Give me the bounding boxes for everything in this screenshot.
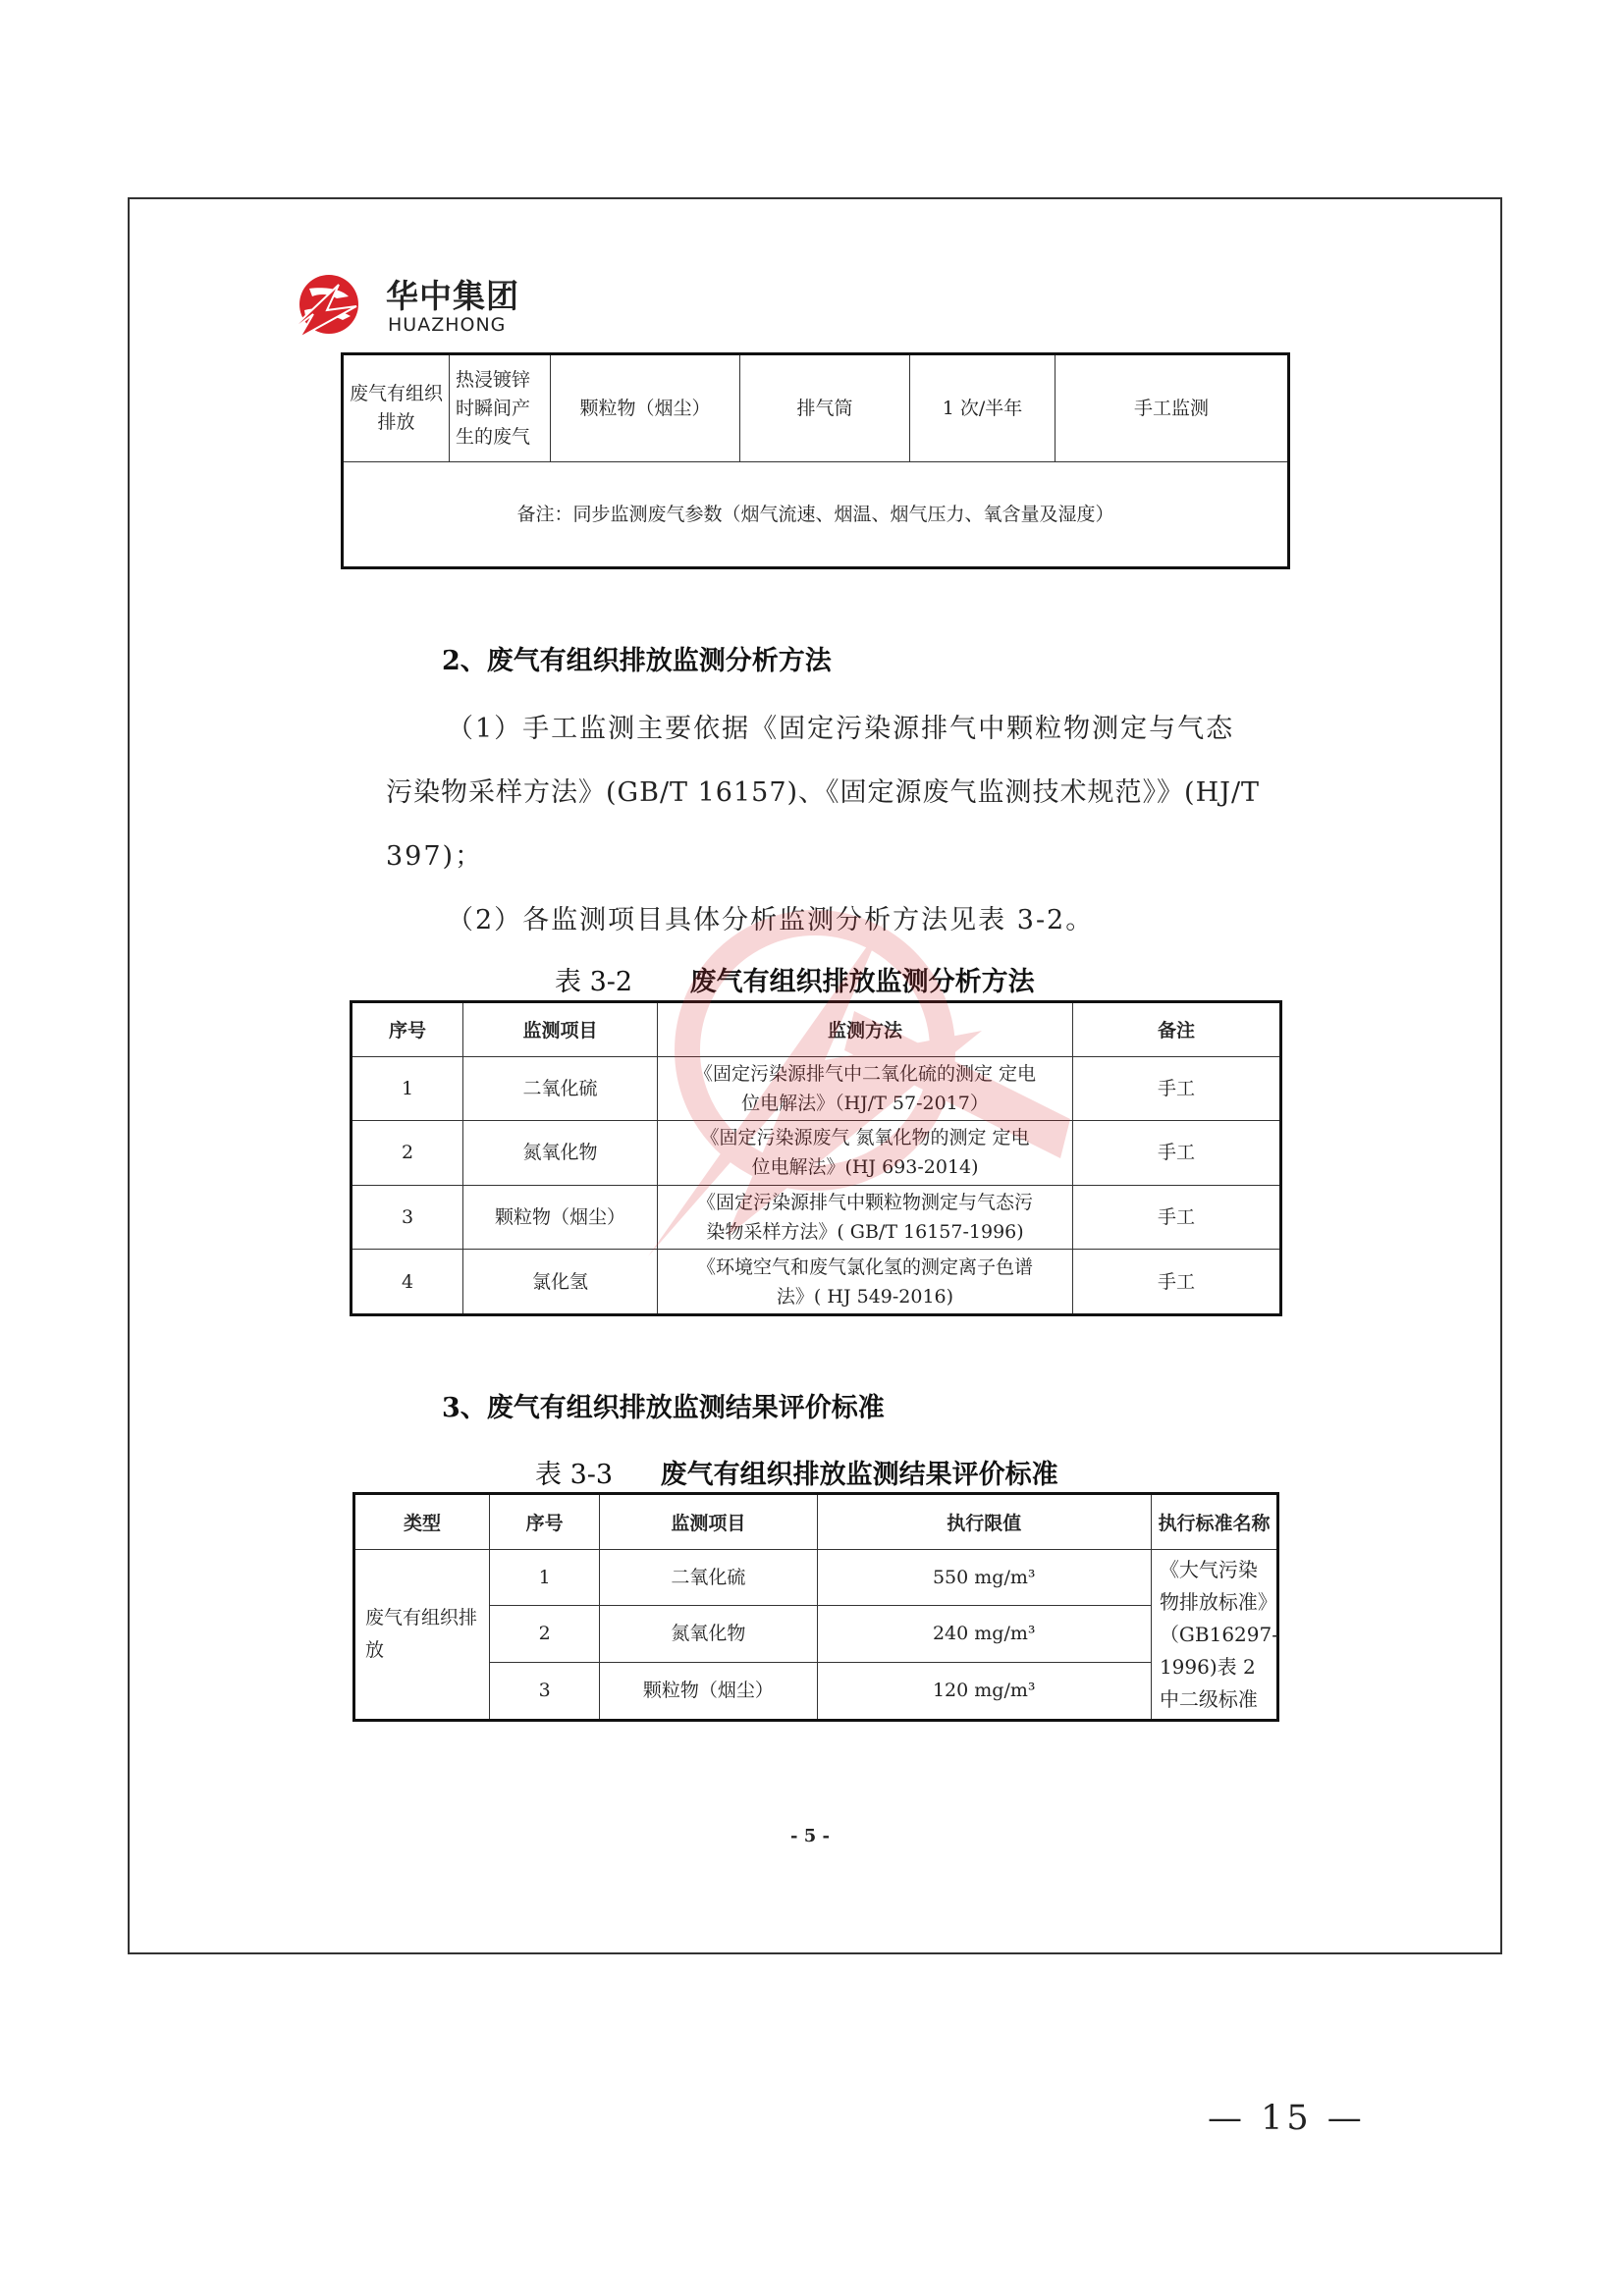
header-no: 序号 [352, 1002, 463, 1057]
cell-item: 二氧化硫 [463, 1056, 658, 1121]
logo-cn-text: 华中集团 [386, 277, 519, 315]
cell-type: 废气有组织排放 [354, 1550, 490, 1721]
cell-location: 排气筒 [740, 354, 910, 462]
cell-no: 3 [352, 1185, 463, 1250]
cell-item: 颗粒物（烟尘） [600, 1662, 817, 1720]
cell-no: 1 [352, 1056, 463, 1121]
section-2-heading: 2、废气有组织排放监测分析方法 [442, 646, 832, 676]
header-item: 监测项目 [600, 1494, 817, 1550]
table-3-2-caption-title: 废气有组织排放监测分析方法 [689, 967, 1035, 997]
header-item: 监测项目 [463, 1002, 658, 1057]
cell-method: 手工监测 [1056, 354, 1289, 462]
section-3-heading: 3、废气有组织排放监测结果评价标准 [442, 1393, 885, 1423]
method-line-2: 染物采样方法》( GB/T 16157-1996) [706, 1221, 1024, 1244]
cell-type: 废气有组织排放 [343, 354, 450, 462]
table-row [343, 354, 1289, 462]
huazhong-logo-mark-icon [280, 267, 373, 346]
method-line-1: 《环境空气和废气氯化氢的测定离子色谱 [696, 1255, 1033, 1278]
table-3-3-caption [535, 1453, 1058, 1491]
method-line-2: 位电解法》（HJ/T 57-2017） [741, 1092, 989, 1114]
header-standard: 执行标准名称 [1151, 1494, 1277, 1550]
cell-item: 颗粒物（烟尘） [463, 1185, 658, 1250]
table-header-row [354, 1494, 1278, 1550]
method-line-2: 位电解法》(HJ 693-2014) [751, 1156, 979, 1179]
cell-item: 二氧化硫 [600, 1550, 817, 1606]
table-row [343, 462, 1289, 568]
method-line-1: 《固定污染源排气中二氧化硫的测定 定电 [693, 1062, 1037, 1085]
cell-source: 热浸镀锌时瞬间产生的废气 [450, 354, 551, 462]
cell-note: 备注：同步监测废气参数（烟气流速、烟温、烟气压力、氧含量及湿度） [343, 462, 1289, 568]
table-row [352, 1185, 1281, 1250]
cell-limit: 550 mg/m³ [817, 1550, 1151, 1606]
table-row [354, 1662, 1278, 1720]
cell-no: 1 [490, 1550, 600, 1606]
cell-note: 手工 [1073, 1185, 1281, 1250]
cell-standard: 《大气污染物排放标准》（GB16297-1996)表 2 中二级标准 [1151, 1550, 1277, 1721]
cell-method [658, 1121, 1073, 1186]
cell-item: 氮氧化物 [600, 1606, 817, 1662]
table-header-row [352, 1002, 1281, 1057]
header-no: 序号 [490, 1494, 600, 1550]
section-2-paragraph-2: （2）各监测项目具体分析监测分析方法见表 3-2。 [447, 905, 1095, 935]
section-2-paragraph-line-2: 污染物采样方法》(GB/T 16157)、《固定源废气监测技术规范》》(HJ/T [386, 777, 1261, 808]
header-type: 类型 [354, 1494, 490, 1550]
section-2-paragraph-line-3: 397)； [386, 841, 484, 872]
table-3-2-caption-no: 表 3-2 [555, 967, 633, 997]
cell-frequency: 1 次/半年 [910, 354, 1056, 462]
table-3-3 [352, 1492, 1279, 1722]
cell-note: 手工 [1073, 1250, 1281, 1315]
cell-item: 颗粒物（烟尘） [551, 354, 740, 462]
table-3-2-caption [555, 960, 1035, 998]
method-line-1: 《固定污染源排气中颗粒物测定与气态污 [696, 1192, 1033, 1214]
header-note: 备注 [1073, 1002, 1281, 1057]
table-row [352, 1056, 1281, 1121]
logo-en-text: HUAZHONG [388, 314, 507, 336]
cell-note: 手工 [1073, 1056, 1281, 1121]
cell-no: 2 [352, 1121, 463, 1186]
section-2-paragraph-line-1: （1）手工监测主要依据《固定污染源排气中颗粒物测定与气态 [447, 714, 1235, 744]
table-row [352, 1250, 1281, 1315]
page-number: — 15 — [1208, 2099, 1366, 2138]
cell-item: 氯化氢 [463, 1250, 658, 1315]
cell-method [658, 1185, 1073, 1250]
table-row [354, 1606, 1278, 1662]
cell-limit: 240 mg/m³ [817, 1606, 1151, 1662]
cell-method [658, 1250, 1073, 1315]
table-row [354, 1550, 1278, 1606]
table-3-3-caption-title: 废气有组织排放监测结果评价标准 [660, 1460, 1058, 1490]
cell-no: 2 [490, 1606, 600, 1662]
cell-limit: 120 mg/m³ [817, 1662, 1151, 1720]
cell-note: 手工 [1073, 1121, 1281, 1186]
table-monitoring-continued [341, 352, 1290, 569]
method-line-2: 法》( HJ 549-2016) [776, 1285, 954, 1308]
header-limit: 执行限值 [817, 1494, 1151, 1550]
header-method: 监测方法 [658, 1002, 1073, 1057]
cell-no: 3 [490, 1662, 600, 1720]
cell-item: 氮氧化物 [463, 1121, 658, 1186]
table-row [352, 1121, 1281, 1186]
table-3-3-caption-no: 表 3-3 [535, 1460, 614, 1490]
table-3-2 [350, 1000, 1282, 1316]
cell-no: 4 [352, 1250, 463, 1315]
huazhong-logo [280, 267, 545, 346]
method-line-1: 《固定污染源废气 氮氧化物的测定 定电 [700, 1127, 1030, 1149]
cell-method [658, 1056, 1073, 1121]
inner-page-number: - 5 - [790, 1826, 830, 1846]
